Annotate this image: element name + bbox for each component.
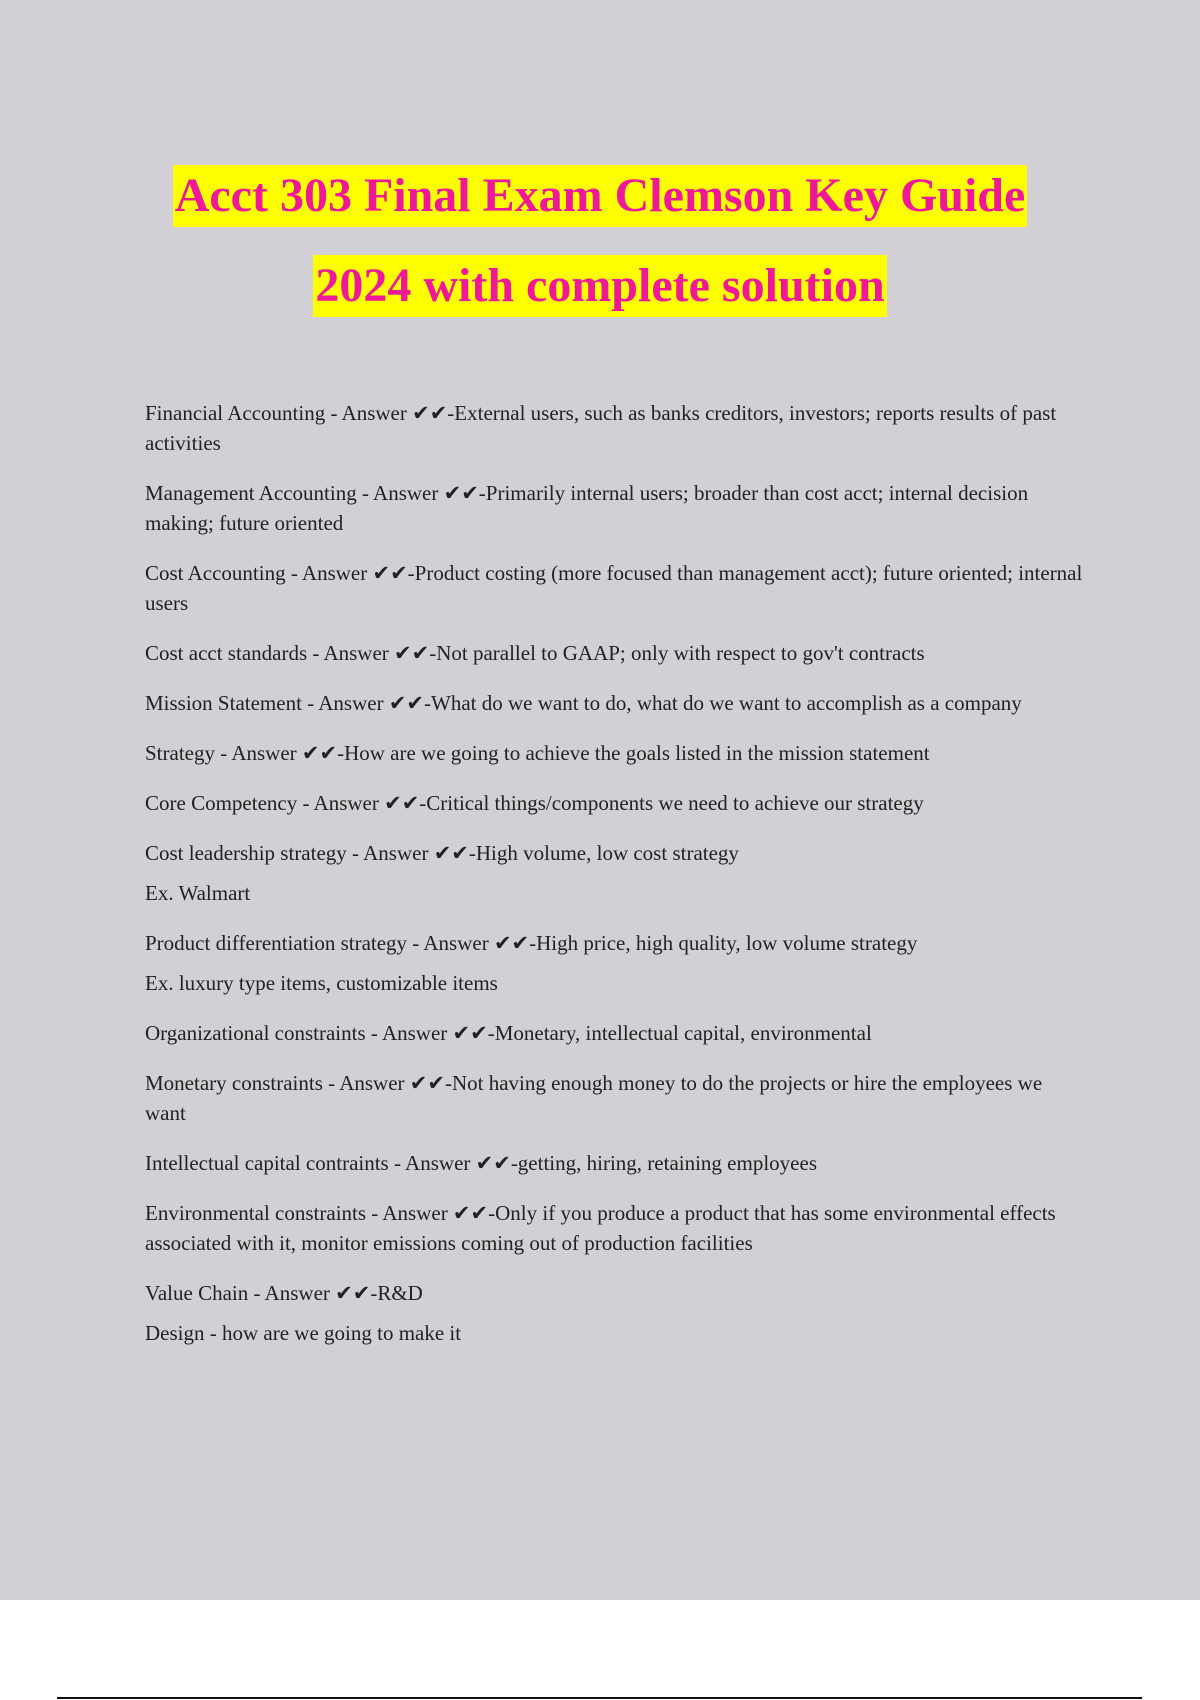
qa-item: Environmental constraints - Answer ✔✔-Only if you produce a product that has some environmental effects associated with it, monitor emissions coming out of production facilities [145, 1201, 1056, 1255]
qa-item: Financial Accounting - Answer ✔✔-External users, such as banks creditors, investors; reports results of past activities [145, 401, 1057, 455]
qa-item: Monetary constraints - Answer ✔✔-Not having enough money to do the projects or hire the employees we want [145, 1071, 1043, 1125]
title-line-2: 2024 with complete solution [313, 255, 886, 317]
document-title [0, 165, 1200, 317]
qa-item: Strategy - Answer ✔✔-How are we going to achieve the goals listed in the mission statement [145, 741, 930, 765]
qa-item: Core Competency - Answer ✔✔-Critical things/components we need to achieve our strategy [145, 791, 924, 815]
qa-item: Product differentiation strategy - Answer ✔✔-High price, high quality, low volume strategy [145, 931, 918, 955]
title-line-1: Acct 303 Final Exam Clemson Key Guide [173, 165, 1028, 227]
qa-list [145, 398, 1085, 1368]
qa-note: Ex. luxury type items, customizable items [145, 971, 498, 995]
qa-note: Ex. Walmart [145, 881, 251, 905]
qa-item: Mission Statement - Answer ✔✔-What do we want to do, what do we want to accomplish as a company [145, 691, 1022, 715]
qa-item: Value Chain - Answer ✔✔-R&D [145, 1281, 423, 1305]
qa-item: Organizational constraints - Answer ✔✔-Monetary, intellectual capital, environmental [145, 1021, 872, 1045]
qa-item: Cost leadership strategy - Answer ✔✔-High volume, low cost strategy [145, 841, 739, 865]
qa-item: Cost acct standards - Answer ✔✔-Not parallel to GAAP; only with respect to gov't contracts [145, 641, 925, 665]
qa-item: Intellectual capital contraints - Answer ✔✔-getting, hiring, retaining employees [145, 1151, 817, 1175]
qa-note: Design - how are we going to make it [145, 1321, 462, 1345]
qa-item: Management Accounting - Answer ✔✔-Primarily internal users; broader than cost acct; internal decision making; future oriented [145, 481, 1029, 535]
qa-item: Cost Accounting - Answer ✔✔-Product costing (more focused than management acct); future oriented; internal users [145, 561, 1083, 615]
bottom-divider [57, 1697, 1142, 1699]
